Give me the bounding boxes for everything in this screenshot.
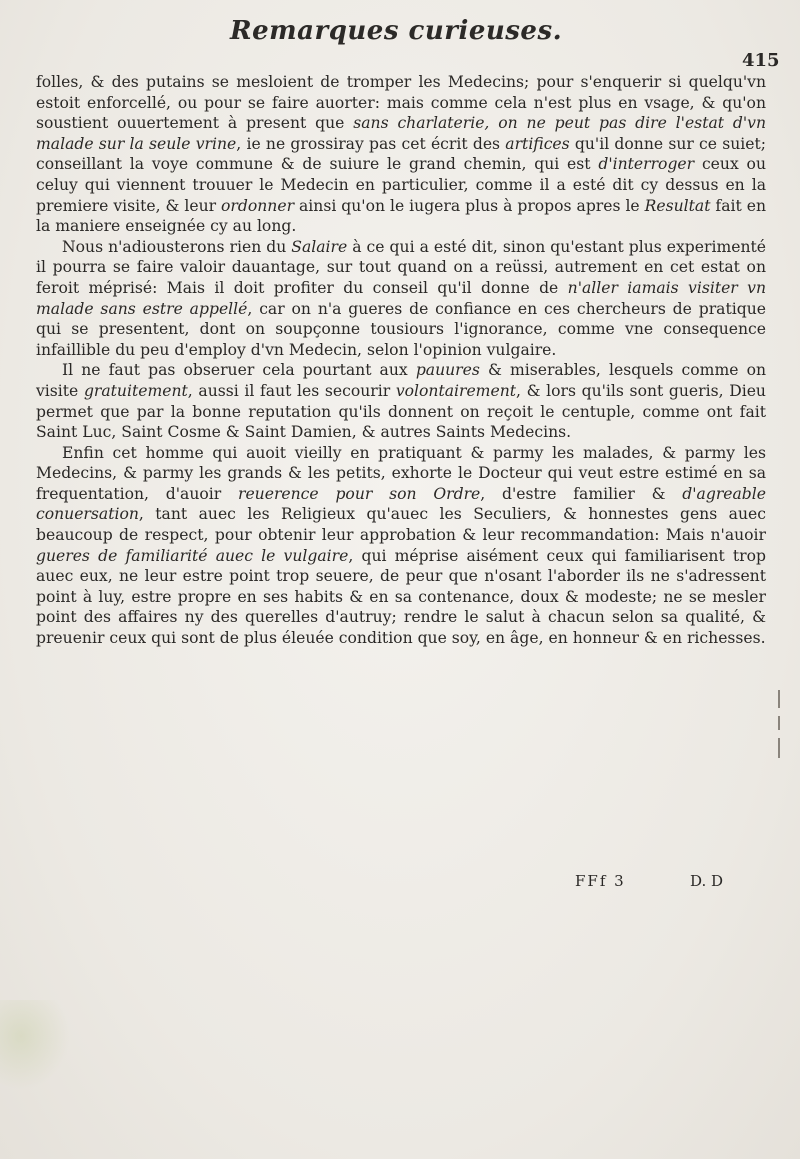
- paragraph: [36, 360, 766, 442]
- paragraph: [36, 443, 766, 649]
- text-run: ceux ou celuy qui viennent trouuer le Medecin en particulier, comme il a esté dit cy dessus en la premiere visite, & leur: [36, 155, 766, 215]
- text-run: , ie ne grossiray pas cet écrit des: [236, 134, 506, 153]
- italic-run: pauures: [415, 361, 480, 380]
- italic-run: gratuitement: [83, 381, 188, 400]
- italic-run: sans charlaterie, on ne peut pas dire l'estat d'vn malade sur la seule vrine: [36, 114, 766, 153]
- paragraph: [36, 237, 766, 361]
- text-run: , d'estre familier &: [480, 484, 683, 503]
- text-run: , & lors qu'ils sont gueris, Dieu permet que par la bonne reputation qu'ils donnent on reçoit le centuple, comme ont fait Saint Luc, Saint Cosme & Saint Damien, & autres Saints Medecins.: [36, 381, 766, 442]
- body-text: [36, 72, 766, 649]
- italic-run: d'interroger: [598, 155, 695, 174]
- running-title: Remarques curieuses.: [230, 16, 563, 46]
- text-run: à ce qui a esté dit, sinon qu'estant plus experimenté il pourra se faire valoir dauantage, sur tout quand on a reüssi, autrement en cet estat on feroit méprisé: Mais il doit profiter du conseil qu'il donne de: [36, 237, 766, 297]
- text-run: fait en la maniere enseignée cy au long.: [36, 196, 766, 236]
- text-run: , car on n'a gueres de confiance en ces chercheurs de pratique qui se presentent, dont on soupçonne tousiours l'ignorance, comme vne consequence infaillible du peu d'employ d'vn Medecin, selon l'opinion vulgaire.: [36, 299, 766, 359]
- text-run: , tant auec les Religieux qu'auec les Seculiers, & honnestes gens auec beaucoup de respect, pour obtenir leur approbation & leur recommandation: Mais n'auoir: [36, 505, 766, 545]
- italic-run: Resultat: [644, 196, 711, 215]
- text-run: Enfin cet homme qui auoit vieilly en pratiquant & parmy les malades, & parmy les Medecins, & parmy les grands & les petits, exhorte le Docteur qui veut estre estimé en sa frequentation, d'auoir: [36, 443, 766, 503]
- page-number: 415: [742, 50, 780, 71]
- italic-run: artifices: [505, 134, 570, 153]
- text-run: qu'il donne sur ce suiet; conseillant la voye commune & de suiure le grand chemin, qui est: [36, 134, 767, 174]
- signature-mark: FFf 3: [575, 872, 626, 890]
- text-run: , qui méprise aisément ceux qui familiarisent trop auec eux, ne leur estre point trop seuere, de peur que n'osant l'aborder ils ne s'adressent point à luy, estre propre en ses habits & en sa contenance, doux & modeste; ne se mesler point des affaires ny des querelles d'autruy; rendre le salut à chacun selon sa qualité, & preuenir ceux qui sont de plus éleuée condition que soy, en âge, en honneur & en richesses.: [36, 546, 766, 648]
- italic-run: volontairement: [395, 381, 517, 400]
- paragraph: [36, 72, 766, 237]
- italic-run: ordonner: [221, 196, 295, 215]
- italic-run: reuerence pour son Ordre: [238, 484, 481, 503]
- text-run: Il ne faut pas obseruer cela pourtant aux: [62, 361, 416, 380]
- paper-stain: [0, 1000, 70, 1090]
- page-header: [0, 8, 800, 78]
- margin-marks: [772, 690, 792, 760]
- italic-run: gueres de familiarité auec le vulgaire: [36, 546, 349, 565]
- text-run: folles, & des putains se mesloient de tromper les Medecins; pour s'enquerir si quelqu'vn estoit enforcellé, ou pour se faire auorter: mais comme cela n'est plus en vsage, & qu'on soustient ouuertement à present que: [36, 73, 766, 133]
- text-run: & miserables, lesquels comme on visite: [36, 361, 766, 400]
- italic-run: n'aller iamais visiter vn malade sans estre appellé: [36, 278, 766, 318]
- text-run: , aussi il faut les secourir: [187, 381, 396, 400]
- italic-run: d'agreable conuersation: [36, 484, 766, 524]
- text-run: ainsi qu'on le iugera plus à propos apres le: [294, 196, 645, 215]
- italic-run: Salaire: [291, 237, 348, 256]
- page-footer: [0, 872, 800, 902]
- text-run: Nous n'adiousterons rien du: [62, 237, 292, 256]
- catchword: D. D: [690, 872, 724, 890]
